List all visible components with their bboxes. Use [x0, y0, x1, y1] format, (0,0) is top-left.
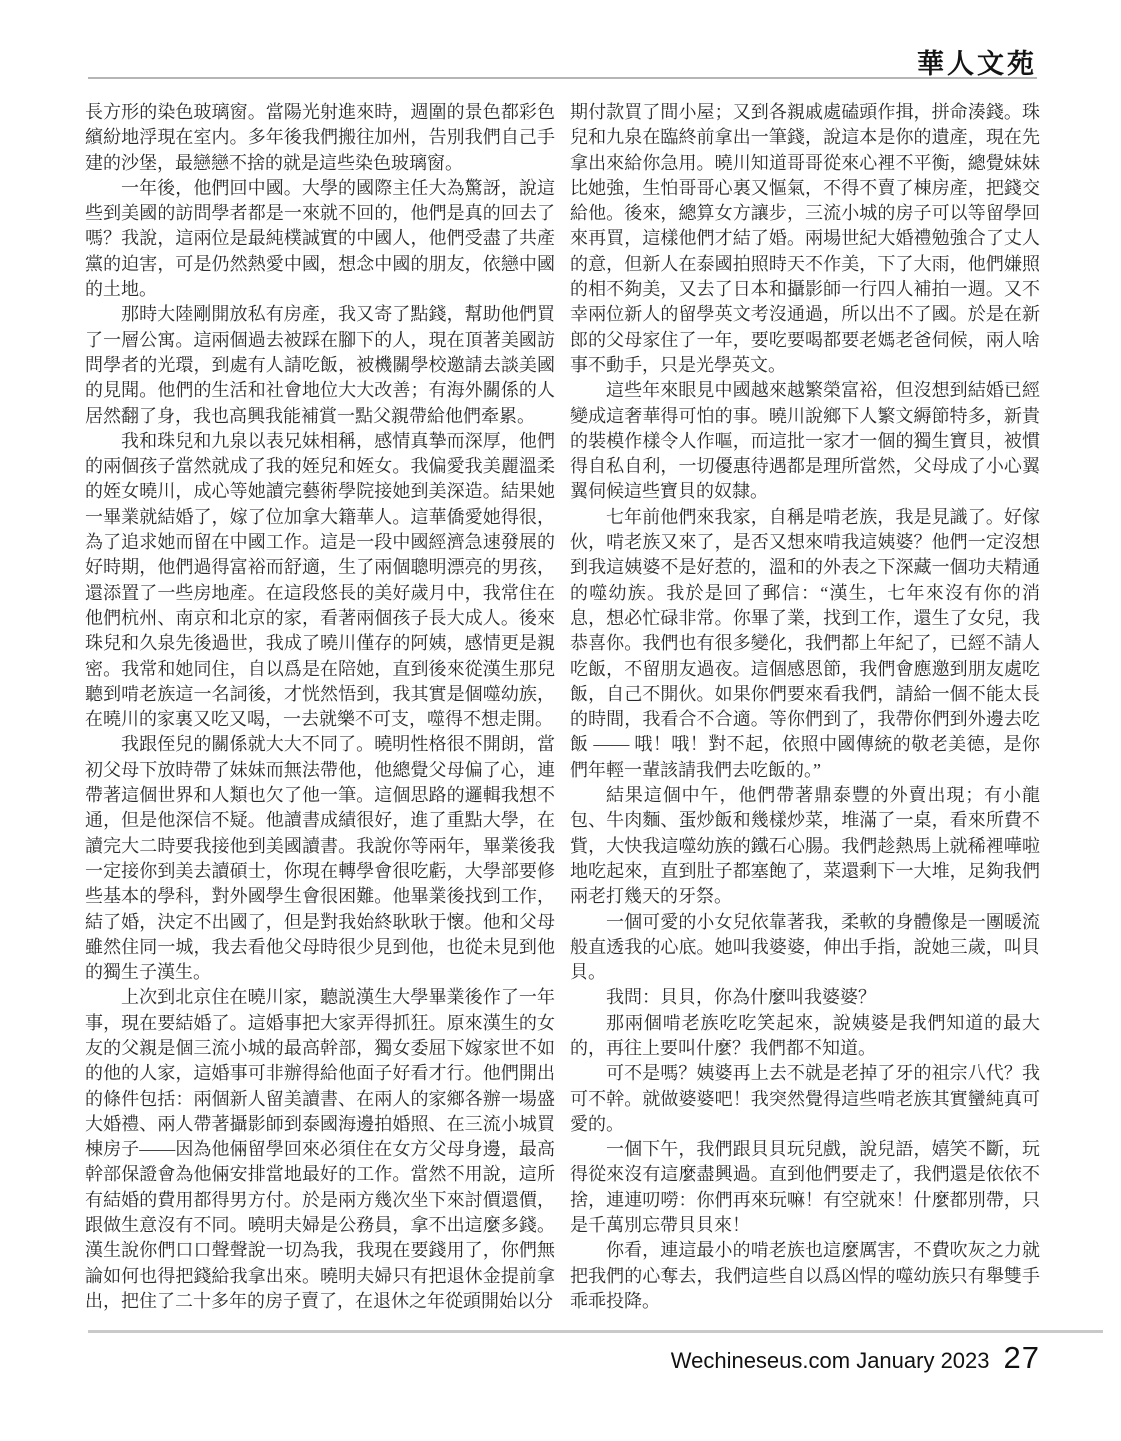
- paragraph: 結果這個中午，他們帶著鼎泰豐的外賣出現；有小龍包、牛肉麵、蛋炒飯和幾樣炒菜，堆滿了一桌，看來所費不貲，大快我這噬幼族的鐵石心腸。我們趁熱馬上就稀裡嘩啦地吃起來，直到肚子都塞飽了，菜還剩下一大堆，足夠我們兩老打幾天的牙祭。: [570, 785, 1040, 907]
- paragraph: 那兩個啃老族吃吃笑起來，說姨婆是我們知道的最大的，再往上要叫什麼？我們都不知道。: [570, 1012, 1040, 1058]
- paragraph: 上次到北京住在曉川家，聽説漢生大學畢業後作了一年事，現在要結婚了。這婚事把大家弄得抓狂。原來漢生的女友的父親是個三流小城的最高幹部，獨女委屈下嫁家世不如的他的人家，這婚事可非辦得給他面子好看才行。他們開出的條件包括：兩個新人留美讀書、在兩人的家鄉各辦一場盛大婚禮、兩人帶著攝影師到泰國海邊拍婚照、在三流小城買棟房子——因為他倆留學回來必須住在女方父母身邊，最高幹部保證會為他倆安排當地最好的工作。當然不用說，這所有結婚的費用都得男方付。於是兩方幾次坐下來討價還價，跟做生意沒有不同。曉明夫婦是公務員，拿不出這麼多錢。漢生說你們口口聲聲說一切為我，我現在要錢用了，你們無論如何也得把錢給我拿出來。曉明夫婦只有把退休金提前拿出，把住了二十多年的房子賣了，在退休之年從頭開始以分: [85, 987, 555, 1311]
- page-footer: [88, 1340, 1040, 1376]
- paragraph: 我和珠兒和九泉以表兄妹相稱，感情真摯而深厚，他們的兩個孩子當然就成了我的姪兒和姪女。我偏愛我美麗溫柔的姪女曉川，成心等她讀完藝術學院接她到美深造。結果她一畢業就結婚了，嫁了位加拿大籍華人。這華僑愛她得很，為了追求她而留在中國工作。這是一段中國經濟急速發展的好時期，他們過得富裕而舒適，生了兩個聰明漂亮的男孩，還添置了一些房地產。在這段悠長的美好歲月中，我常住在他們杭州、南京和北京的家，看著兩個孩子長大成人。後來珠兒和久泉先後過世，我成了曉川僅存的阿姨，感情更是親密。我常和她同住，自以爲是在陪她，直到後來從漢生那兒聽到啃老族這一名詞後，才恍然悟到，我其實是個噬幼族，在曉川的家裏又吃又喝，一去就樂不可支，噬得不想走開。: [85, 430, 555, 730]
- paragraph: 這些年來眼見中國越來越繁榮富裕，但沒想到結婚已經變成這奢華得可怕的事。曉川說鄉下人繁文縟節特多，新貴的裝模作樣令人作嘔，而這批一家才一個的獨生寶貝，被慣得自私自利，一切優惠待遇都是理所當然，父母成了小心翼翼伺候這些寶貝的奴隸。: [570, 380, 1040, 502]
- footer-rule: [88, 1330, 1103, 1333]
- paragraph: 一個可愛的小女兒依靠著我，柔軟的身體像是一團暖流般直透我的心底。她叫我婆婆，伸出手指，說她三歲，叫貝貝。: [570, 911, 1040, 983]
- paragraph: 長方形的染色玻璃窗。當陽光射進來時，週圍的景色都彩色繽紛地浮現在室内。多年後我們搬往加州，告別我們自己手建的沙堡，最戀戀不捨的就是這些染色玻璃窗。: [85, 102, 555, 173]
- paragraph: 你看，連這最小的啃老族也這麼厲害，不費吹灰之力就把我們的心奪去，我們這些自以爲凶悍的噬幼族只有舉雙手乖乖投降。: [570, 1240, 1040, 1311]
- footer-page-number: 27: [1003, 1340, 1040, 1375]
- section-title: 華人文苑: [917, 49, 1037, 79]
- paragraph: 期付款買了間小屋；又到各親戚處磕頭作揖，拼命湊錢。珠兒和九泉在臨終前拿出一筆錢，說這本是你的遺產，現在先拿出來給你急用。曉川知道哥哥從來心裡不平衡，總覺妹妹比她強，生怕哥哥心裏又慪氣，不得不賣了棟房產，把錢交給他。後來，總算女方讓步，三流小城的房子可以等留學回來再買，這樣他們才結了婚。兩場世紀大婚禮勉強合了丈人的意，但新人在泰國拍照時天不作美，下了大雨，他們嫌照的相不夠美，又去了日本和攝影師一行四人補拍一週。又不幸兩位新人的留學英文考沒通過，所以出不了國。於是在新郎的父母家住了一年，要吃要喝都要老媽老爸伺候，兩人啥事不動手，只是光學英文。: [570, 102, 1040, 375]
- article-body: [85, 100, 1040, 1314]
- paragraph: 那時大陸剛開放私有房產，我又寄了點錢，幫助他們買了一層公寓。這兩個過去被踩在腳下的人，現在頂著美國訪問學者的光環，到處有人請吃飯，被機關學校邀請去談美國的見聞。他們的生活和社會地位大大改善；有海外關係的人居然翻了身，我也高興我能補賞一點父親帶給他們牽累。: [85, 304, 555, 426]
- paragraph: 七年前他們來我家，自稱是啃老族，我是見識了。好傢伙，啃老族又來了，是否又想來啃我這姨婆？他們一定沒想到我這姨婆不是好惹的，溫和的外表之下深藏一個功夫精通的噬幼族。我於是回了郵信：“漢生，七年來沒有你的消息，想必忙碌非常。你畢了業，找到工作，還生了女兒，我恭喜你。我們也有很多變化，我們都上年紀了，已經不請人吃飯，不留朋友過夜。這個感恩節，我們會應邀到朋友處吃飯，自己不開伙。如果你們要來看我們，請給一個不能太長的時間，我看合不合適。等你們到了，我帶你們到外邊去吃飯 —— 哦！哦！對不起，依照中國傳統的敬老美德，是你們年輕一輩該請我們去吃飯的。”: [570, 506, 1040, 780]
- header-rule: [88, 77, 1037, 79]
- section-header: [88, 42, 1037, 81]
- left-column: [85, 100, 555, 1314]
- footer-site-date: Wechineseus.com January 2023: [670, 1348, 990, 1373]
- paragraph: 一個下午，我們跟貝貝玩兒戲，說兒語，嬉笑不斷，玩得從來沒有這麼盡興過。直到他們要走了，我們還是依依不捨，連連叨嘮：你們再來玩嘛！有空就來！什麼都別帶，只是千萬別忘帶貝貝來！: [570, 1139, 1040, 1236]
- paragraph: 我問：貝貝，你為什麼叫我婆婆？: [606, 987, 876, 1008]
- paragraph: 我跟侄兒的關係就大大不同了。曉明性格很不開朗，當初父母下放時帶了妹妹而無法帶他，他總覺父母偏了心，連帶著這個世界和人類也欠了他一筆。這個思路的邏輯我想不通，但是他深信不疑。他讀書成績很好，進了重點大學，在讀完大二時要我接他到美國讀書。我說你等兩年，畢業後我一定接你到美去讀碩士，你現在轉學會很吃虧，大學部要修些基本的學科，對外國學生會很困難。他畢業後找到工作，結了婚，決定不出國了，但是對我始終耿耿于懷。他和父母雖然住同一城，我去看他父母時很少見到他，也從未見到他的獨生子漢生。: [85, 734, 555, 983]
- paragraph: 可不是嗎？姨婆再上去不就是老掉了牙的祖宗八代？我可不幹。就做婆婆吧！我突然覺得這些啃老族其實蠻純真可愛的。: [570, 1063, 1040, 1134]
- paragraph: 一年後，他們回中國。大學的國際主任大為驚訝，說這些到美國的訪問學者都是一來就不回的，他們是真的回去了嗎？我說，這兩位是最純樸誠實的中國人，他們受盡了共產黨的迫害，可是仍然熱愛中國，想念中國的朋友，依戀中國的土地。: [85, 177, 555, 300]
- right-column: [570, 100, 1040, 1314]
